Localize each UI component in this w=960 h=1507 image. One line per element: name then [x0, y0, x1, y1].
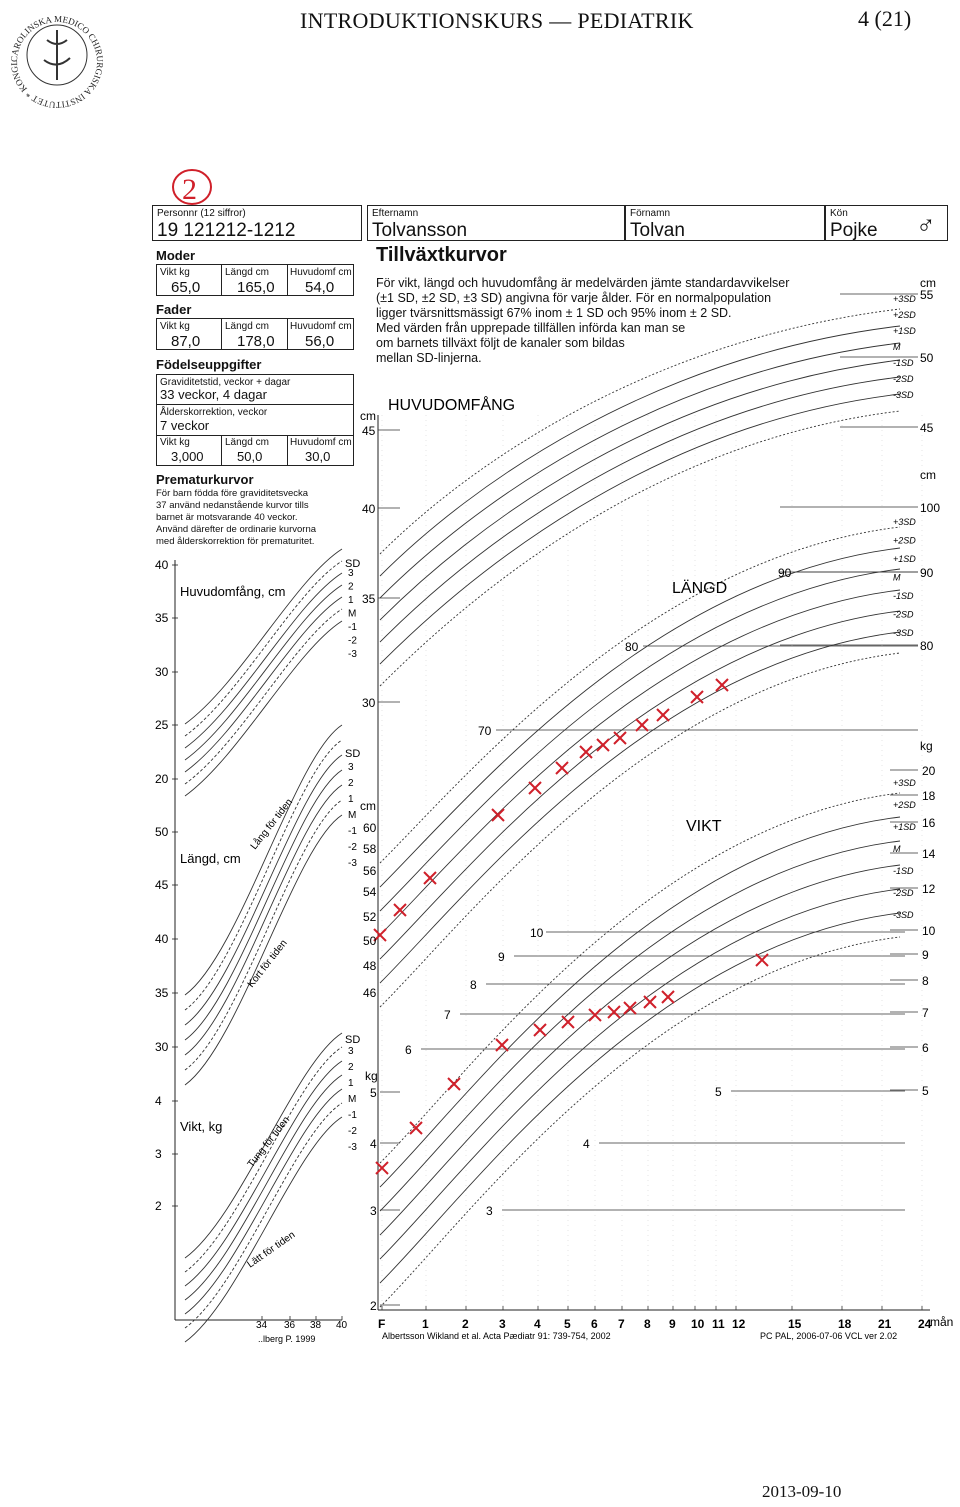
- len-left-tick: 56: [363, 864, 377, 878]
- right-sd-tick: -1SD: [893, 866, 914, 876]
- wt-inner-tick: 10: [530, 926, 544, 940]
- right-sd-tick: +1SD: [893, 554, 916, 564]
- wt-right-tick: 16: [922, 816, 936, 830]
- moder-huvud-label: Huvudomf cm: [290, 267, 352, 278]
- right-sd-tick: +3SD: [893, 778, 916, 788]
- prem-head-curve: [185, 621, 342, 796]
- prem-left-tick: 4: [155, 1094, 162, 1108]
- prem-sd-tick: 3: [348, 568, 354, 579]
- prematur-title: Prematurkurvor: [156, 472, 254, 487]
- alder-value: 7 veckor: [160, 418, 210, 433]
- prem-weight-curve: [185, 1075, 342, 1300]
- tillvaxt-line: ligger tvärsnittsmässigt 67% inom ± 1 SD och 95% inom ± 2 SD.: [376, 306, 732, 320]
- page-number: 4 (21): [858, 6, 912, 31]
- measurement-mark: [534, 1024, 546, 1036]
- tillvaxt-line: om barnets tillväxt följt de kanaler som bildas: [376, 336, 625, 350]
- ref-mid: Albertsson Wikland et al. Acta Pædiatr 91: 739-754, 2002: [382, 1331, 611, 1341]
- head-sd-curve: [380, 343, 900, 598]
- right-sd-tick: -3SD: [893, 910, 914, 920]
- tung-for-tiden: Tung för tiden: [245, 1114, 293, 1170]
- prem-head-curve: [185, 549, 342, 724]
- wt-left-tick: 5: [370, 1086, 377, 1100]
- prem-weight-curve: [185, 1103, 342, 1328]
- moder-vikt-label: Vikt kg: [160, 267, 190, 278]
- wt-right-tick: 14: [922, 847, 936, 861]
- measurement-mark: [636, 719, 648, 731]
- len-right-tick: 90: [920, 566, 934, 580]
- right-sd-tick: M: [893, 844, 901, 854]
- len-left-tick: 52: [363, 910, 377, 924]
- prematur-line: 37 använd nedanstående kurvor tills: [156, 500, 309, 511]
- head-sd-curve: [380, 377, 900, 642]
- kon-label: Kön: [830, 208, 848, 219]
- wt-left-tick: 3: [370, 1204, 377, 1218]
- male-symbol-icon: ♂: [916, 210, 936, 240]
- measurement-mark: [562, 1016, 574, 1028]
- right-sd-tick: -1SD: [893, 591, 914, 601]
- len-inner-tick: 90: [778, 566, 792, 580]
- wt-inner-tick: 8: [470, 978, 477, 992]
- prem-left-tick: 35: [155, 986, 169, 1000]
- measurement-mark: [624, 1002, 636, 1014]
- len-inner-tick: 70: [478, 724, 492, 738]
- len-left-tick: 54: [363, 885, 377, 899]
- len-left-cm-unit: cm: [360, 799, 376, 813]
- month-tick: 3: [499, 1317, 506, 1331]
- efternamn-label: Efternamn: [372, 208, 419, 219]
- alder-label: Ålderskorrektion, veckor: [160, 407, 268, 418]
- month-tick: 9: [669, 1317, 676, 1331]
- moder-huvud: 54,0: [305, 279, 335, 296]
- weight-sd-curve: [380, 913, 900, 1283]
- right-sd-tick: +3SD: [893, 294, 916, 304]
- month-tick: 24: [918, 1317, 932, 1331]
- prem-sd-tick: 1: [348, 794, 354, 805]
- head-left-tick: 30: [362, 696, 376, 710]
- weight-sd-curve: [380, 865, 900, 1235]
- prem-sd-tick: 2: [348, 778, 354, 789]
- length-sd-curve: [380, 590, 900, 935]
- len-left-tick: 60: [363, 821, 377, 835]
- wt-right-tick: 10: [922, 924, 936, 938]
- prem-sd-tick: M: [348, 1094, 357, 1105]
- head-sd-curve: [380, 326, 900, 576]
- right-sd-tick: -3SD: [893, 628, 914, 638]
- fodelse-langd: 50,0: [237, 449, 263, 464]
- fader-title: Fader: [156, 302, 192, 317]
- measurement-mark: [657, 709, 669, 721]
- prematur-line: För barn födda före graviditetsvecka: [156, 488, 309, 499]
- prem-sd-tick: 2: [348, 581, 354, 593]
- prematur-line: med ålderskorrektion för prematuritet.: [156, 536, 315, 547]
- tillvaxt-title: Tillväxtkurvor: [376, 244, 507, 266]
- prem-sd-tick: -3: [348, 1142, 357, 1153]
- right-sd-tick: +2SD: [893, 800, 916, 810]
- wt-left-kg-unit: kg: [365, 1069, 378, 1083]
- right-sd-tick: -2SD: [893, 374, 914, 384]
- wt-inner-tick: 4: [583, 1137, 590, 1151]
- measurement-mark: [410, 1122, 422, 1134]
- moder-langd-label: Längd cm: [225, 267, 269, 278]
- len-left-tick: 48: [363, 959, 377, 973]
- measurement-mark: [580, 746, 592, 758]
- prem-sd-tick: 3: [348, 1046, 354, 1057]
- month-tick: 2: [462, 1317, 469, 1331]
- prem-left-tick: 25: [155, 718, 169, 732]
- right-sd-tick: +3SD: [893, 517, 916, 527]
- month-tick: 6: [591, 1317, 598, 1331]
- length-sd-curve: [380, 569, 900, 911]
- prem-langd-label: Längd, cm: [180, 851, 241, 866]
- weight-sd-curve: [380, 937, 900, 1307]
- fornamn-label: Förnamn: [630, 208, 671, 219]
- head-left-tick: 45: [362, 424, 376, 438]
- month-tick: 12: [732, 1317, 746, 1331]
- measurement-mark: [492, 809, 504, 821]
- measurement-mark: [614, 732, 626, 744]
- fader-vikt: 87,0: [171, 333, 201, 350]
- len-left-tick: 50: [363, 934, 377, 948]
- prem-left-tick: 40: [155, 932, 169, 946]
- wt-left-tick: 2: [370, 1299, 377, 1313]
- prem-huvud-label: Huvudomfång, cm: [180, 584, 286, 599]
- month-tick: 7: [618, 1317, 625, 1331]
- right-sd-tick: +1SD: [893, 326, 916, 336]
- svg-text:CAROLINSKA MEDICO CHIRURGISKA: CAROLINSKA MEDICO CHIRURGISKA INSTITUTET * KONGL: [8, 13, 106, 110]
- prem-head-curve: [185, 609, 342, 784]
- len-inner-tick: 80: [625, 640, 639, 654]
- prem-head-curve: [185, 585, 342, 760]
- sd-label-langd: SD: [345, 748, 361, 760]
- moder-vikt: 65,0: [171, 279, 201, 296]
- efternamn-value: Tolvansson: [372, 220, 468, 241]
- prematur-line: Använd därefter de ordinarie kurvorna: [156, 524, 317, 535]
- wt-right-kg-unit: kg: [920, 739, 933, 753]
- prem-x-tick: 38: [310, 1320, 322, 1331]
- weight-sd-curve: [380, 889, 900, 1259]
- head-right-cm-unit: cm: [920, 276, 936, 290]
- prem-sd-tick: 3: [348, 762, 354, 773]
- moder-title: Moder: [156, 248, 195, 263]
- wt-inner-tick: 9: [498, 950, 505, 964]
- right-sd-tick: -2SD: [893, 888, 914, 898]
- prem-sd-tick: M: [348, 608, 357, 620]
- head-right-tick: 50: [920, 351, 934, 365]
- prem-vikt-label: Vikt, kg: [180, 1119, 223, 1134]
- ref-right: PC PAL, 2006-07-06 VCL ver 2.02: [760, 1331, 898, 1341]
- month-tick: F: [378, 1317, 386, 1331]
- wt-inner-tick: 3: [486, 1204, 493, 1218]
- wt-right-tick: 8: [922, 974, 929, 988]
- prematur-line: barnet är motsvarande 40 veckor.: [156, 512, 298, 523]
- wt-inner-tick: 5: [715, 1085, 722, 1099]
- tillvaxt-line: (±1 SD, ±2 SD, ±3 SD) angivna för varje ålder. För en normalpopulation: [376, 291, 772, 305]
- prem-sd-tick: -1: [348, 1110, 357, 1121]
- wt-left-tick: 4: [370, 1137, 377, 1151]
- fodelse-huvud-label: Huvudomf cm: [290, 437, 352, 448]
- wt-right-tick: 20: [922, 764, 936, 778]
- head-right-tick: 55: [920, 288, 934, 302]
- month-tick: 21: [878, 1317, 892, 1331]
- month-tick: 15: [788, 1317, 802, 1331]
- prem-left-tick: 35: [155, 611, 169, 625]
- prem-x-tick: 34: [256, 1320, 268, 1331]
- footer-date: 2013-09-10: [762, 1482, 842, 1501]
- prem-sd-tick: -3: [348, 858, 357, 869]
- month-tick: 18: [838, 1317, 852, 1331]
- sd-label-vikt: SD: [345, 1034, 361, 1046]
- month-tick: 11: [712, 1317, 725, 1331]
- right-sd-tick: +1SD: [893, 822, 916, 832]
- len-left-tick: 46: [363, 986, 377, 1000]
- fodelse-vikt-label: Vikt kg: [160, 437, 190, 448]
- month-tick: 8: [644, 1317, 651, 1331]
- prem-weight-curve: [185, 1047, 342, 1272]
- fader-huvud: 56,0: [305, 333, 335, 350]
- fodelse-huvud: 30,0: [305, 449, 331, 464]
- prem-left-tick: 50: [155, 825, 169, 839]
- prem-sd-tick: 1: [348, 595, 354, 606]
- vikt-title: VIKT: [686, 818, 722, 835]
- handwritten-annotation: [173, 170, 211, 206]
- prem-sd-tick: 2: [348, 1062, 354, 1073]
- fader-langd: 178,0: [237, 333, 275, 350]
- head-cm-unit: cm: [360, 409, 376, 423]
- months-unit: mån: [930, 1315, 954, 1329]
- measurement-mark: [644, 996, 656, 1008]
- personnr-label: Personnr (12 siffror): [157, 208, 246, 219]
- prem-left-tick: 30: [155, 1040, 169, 1054]
- prem-sd-tick: -1: [348, 622, 357, 633]
- head-left-tick: 40: [362, 502, 376, 516]
- prem-head-curve: [185, 597, 342, 772]
- measurement-mark: [556, 762, 568, 774]
- month-tick: 1: [422, 1317, 429, 1331]
- kort-for-tiden: Kort för tiden: [245, 937, 290, 990]
- wt-inner-tick: 7: [444, 1008, 451, 1022]
- measurement-mark: [608, 1006, 620, 1018]
- wt-right-tick: 5: [922, 1084, 929, 1098]
- fader-vikt-label: Vikt kg: [160, 321, 190, 332]
- measurement-mark: [448, 1078, 460, 1090]
- fodelse-vikt: 3,000: [171, 449, 204, 464]
- wt-right-tick: 18: [922, 789, 936, 803]
- head-left-tick: 35: [362, 592, 376, 606]
- prem-sd-tick: -2: [348, 1126, 357, 1137]
- prem-sd-tick: 1: [348, 1078, 354, 1089]
- head-sd-curve: [380, 309, 900, 554]
- wt-right-tick: 9: [922, 948, 929, 962]
- month-tick: 5: [564, 1317, 571, 1331]
- prem-sd-tick: -3: [348, 649, 357, 660]
- prem-left-tick: 45: [155, 878, 169, 892]
- grav-value: 33 veckor, 4 dagar: [160, 387, 267, 402]
- right-sd-tick: M: [893, 342, 901, 352]
- prem-left-tick: 40: [155, 558, 169, 572]
- right-sd-tick: M: [893, 572, 901, 583]
- right-sd-tick: -3SD: [893, 390, 914, 400]
- tillvaxt-line: Med värden från upprepade tillfällen införda kan man se: [376, 321, 686, 335]
- month-tick: 10: [691, 1317, 705, 1331]
- prem-sd-tick: -2: [348, 635, 357, 647]
- personnr-value: 19 121212-1212: [157, 220, 296, 241]
- prem-x-tick: 40: [336, 1320, 348, 1331]
- prem-sd-tick: -2: [348, 842, 357, 853]
- ref-left: ..lberg P. 1999: [258, 1334, 316, 1344]
- kon-value: Pojke: [830, 220, 878, 241]
- fader-huvud-label: Huvudomf cm: [290, 321, 352, 332]
- measurement-mark: [662, 991, 674, 1003]
- len-right-tick: 80: [920, 639, 934, 653]
- fodelse-title: Födelseuppgifter: [156, 357, 262, 372]
- right-sd-tick: +2SD: [893, 310, 916, 320]
- prem-sd-tick: -1: [348, 826, 357, 837]
- wt-right-tick: 12: [922, 882, 936, 896]
- fornamn-value: Tolvan: [630, 220, 685, 241]
- prem-sd-tick: M: [348, 810, 357, 821]
- prem-left-tick: 2: [155, 1199, 162, 1213]
- lang-for-tiden: Lång för tiden: [248, 796, 296, 852]
- prem-left-tick: 3: [155, 1147, 162, 1161]
- grav-label: Graviditetstid, veckor + dagar: [160, 377, 291, 388]
- langd-title: LÄNGD: [672, 580, 728, 597]
- len-right-tick: 100: [920, 501, 941, 515]
- sd-label-huvud: SD: [345, 558, 361, 570]
- fader-langd-label: Längd cm: [225, 321, 269, 332]
- latt-for-tiden: Lätt för tiden: [245, 1229, 298, 1271]
- measurement-mark: [597, 739, 609, 751]
- tillvaxt-line: mellan SD-linjerna.: [376, 351, 482, 365]
- head-right-tick: 45: [920, 421, 934, 435]
- wt-inner-tick: 6: [405, 1043, 412, 1057]
- len-left-tick: 58: [363, 842, 377, 856]
- right-sd-tick: +2SD: [893, 535, 916, 546]
- prem-head-curve: [185, 573, 342, 748]
- wt-right-tick: 7: [922, 1006, 929, 1020]
- month-tick: 4: [534, 1317, 541, 1331]
- course-title: INTRODUKTIONSKURS — PEDIATRIK: [300, 8, 694, 33]
- prem-left-tick: 20: [155, 772, 169, 786]
- right-sd-tick: -2SD: [893, 609, 914, 620]
- right-sd-tick: -1SD: [893, 358, 914, 368]
- prem-x-tick: 36: [284, 1320, 296, 1331]
- prem-left-tick: 30: [155, 665, 169, 679]
- fodelse-langd-label: Längd cm: [225, 437, 269, 448]
- len-right-cm-unit: cm: [920, 468, 936, 482]
- wt-right-tick: 6: [922, 1041, 929, 1055]
- huvudomfang-title: HUVUDOMFÅNG: [388, 397, 516, 414]
- tillvaxt-line: För vikt, längd och huvudomfång är medelvärden jämte standardavvikelser: [376, 276, 790, 290]
- measurement-mark: [529, 782, 541, 794]
- moder-langd: 165,0: [237, 279, 275, 296]
- measurement-mark: [691, 691, 703, 703]
- annotation-number: 2: [182, 173, 197, 206]
